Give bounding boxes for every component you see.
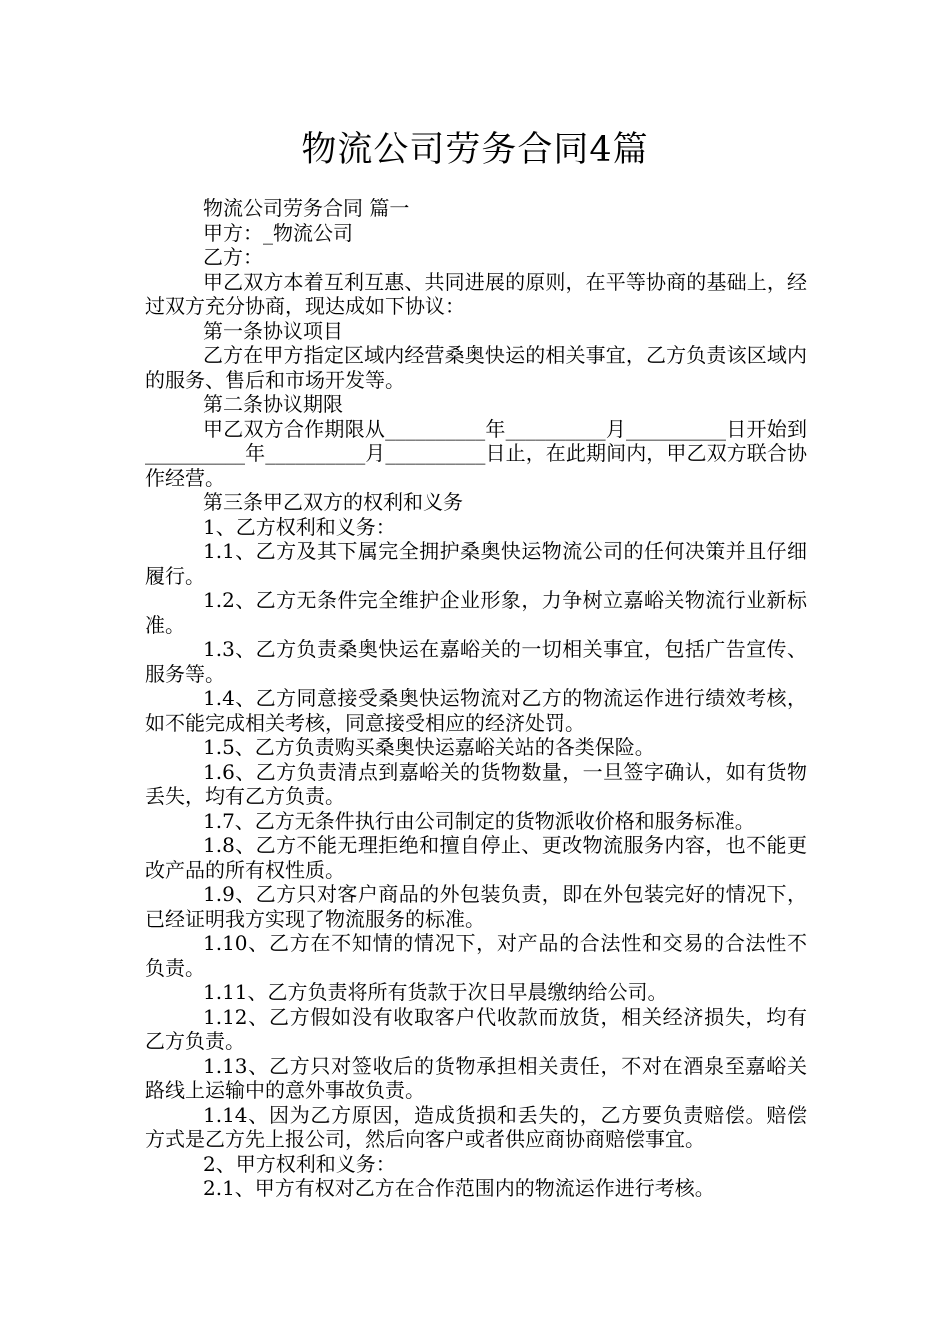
- clause-item: 1.4、乙方同意接受桑奥快运物流对乙方的物流运作进行绩效考核，如不能完成相关考核，同意接受相应的经济处罚。: [145, 686, 807, 735]
- clause-item: 1.10、乙方在不知情的情况下，对产品的合法性和交易的合法性不负责。: [145, 931, 807, 980]
- clause-item: 1.8、乙方不能无理拒绝和擅自停止、更改物流服务内容，也不能更改产品的所有权性质。: [145, 833, 807, 882]
- clause-item: 1.9、乙方只对客户商品的外包装负责，即在外包装完好的情况下，已经证明我方实现了物流服务的标准。: [145, 882, 807, 931]
- preamble-paragraph: 甲乙双方本着互利互惠、共同进展的原则，在平等协商的基础上，经过双方充分协商，现达成如下协议：: [145, 269, 807, 318]
- article-heading: 第一条协议项目: [203, 318, 343, 343]
- subsection-heading: 2、甲方权利和义务：: [203, 1151, 396, 1176]
- section-heading: 物流公司劳务合同 篇一: [203, 196, 410, 220]
- clause-item: 1.11、乙方负责将所有货款于次日早晨缴纳给公司。: [203, 980, 668, 1004]
- article-heading: 第三条甲乙双方的权利和义务: [203, 490, 463, 514]
- clause-item: 1.1、乙方及其下属完全拥护桑奥快运物流公司的任何决策并且仔细履行。: [145, 539, 807, 588]
- clause-item: 1.5、乙方负责购买桑奥快运嘉峪关站的各类保险。: [203, 735, 655, 759]
- clause-item: 1.7、乙方无条件执行由公司制定的货物派收价格和服务标准。: [203, 808, 755, 833]
- article-heading: 第二条协议期限: [203, 392, 343, 416]
- clause-item: 1.3、乙方负责桑奥快运在嘉峪关的一切相关事宜，包括广告宣传、服务等。: [145, 637, 807, 686]
- clause-item: 1.13、乙方只对签收后的货物承担相关责任，不对在酒泉至嘉峪关路线上运输中的意外事故负责。: [145, 1053, 807, 1102]
- clause-item: 1.12、乙方假如没有收取客户代收款而放货，相关经济损失，均有乙方负责。: [145, 1004, 807, 1053]
- body-paragraph: 乙方在甲方指定区域内经营桑奥快运的相关事宜，乙方负责该区域内的服务、售后和市场开发等。: [145, 343, 807, 392]
- clause-item: 1.2、乙方无条件完全维护企业形象，力争树立嘉峪关物流行业新标准。: [145, 588, 807, 637]
- document-title: 物流公司劳务合同4篇: [301, 130, 649, 170]
- clause-item: 1.6、乙方负责清点到嘉峪关的货物数量，一旦签字确认，如有货物丢失，均有乙方负责。: [145, 759, 807, 808]
- document-body: [145, 196, 807, 1201]
- subsection-heading: 1、乙方权利和义务：: [203, 514, 396, 539]
- term-paragraph: 甲乙双方合作期限从__________年__________月__________日开始到__________年__________月__________日止，在此期间内，甲乙双方联合协作经营。: [145, 416, 807, 490]
- clause-item: 2.1、甲方有权对乙方在合作范围内的物流运作进行考核。: [203, 1176, 715, 1200]
- clause-item: 1.14、因为乙方原因，造成货损和丢失的，乙方要负责赔偿。赔偿方式是乙方先上报公司，然后向客户或者供应商协商赔偿事宜。: [145, 1102, 807, 1151]
- party-a-line: 甲方：_物流公司: [203, 220, 353, 245]
- party-b-line: 乙方：: [203, 245, 263, 269]
